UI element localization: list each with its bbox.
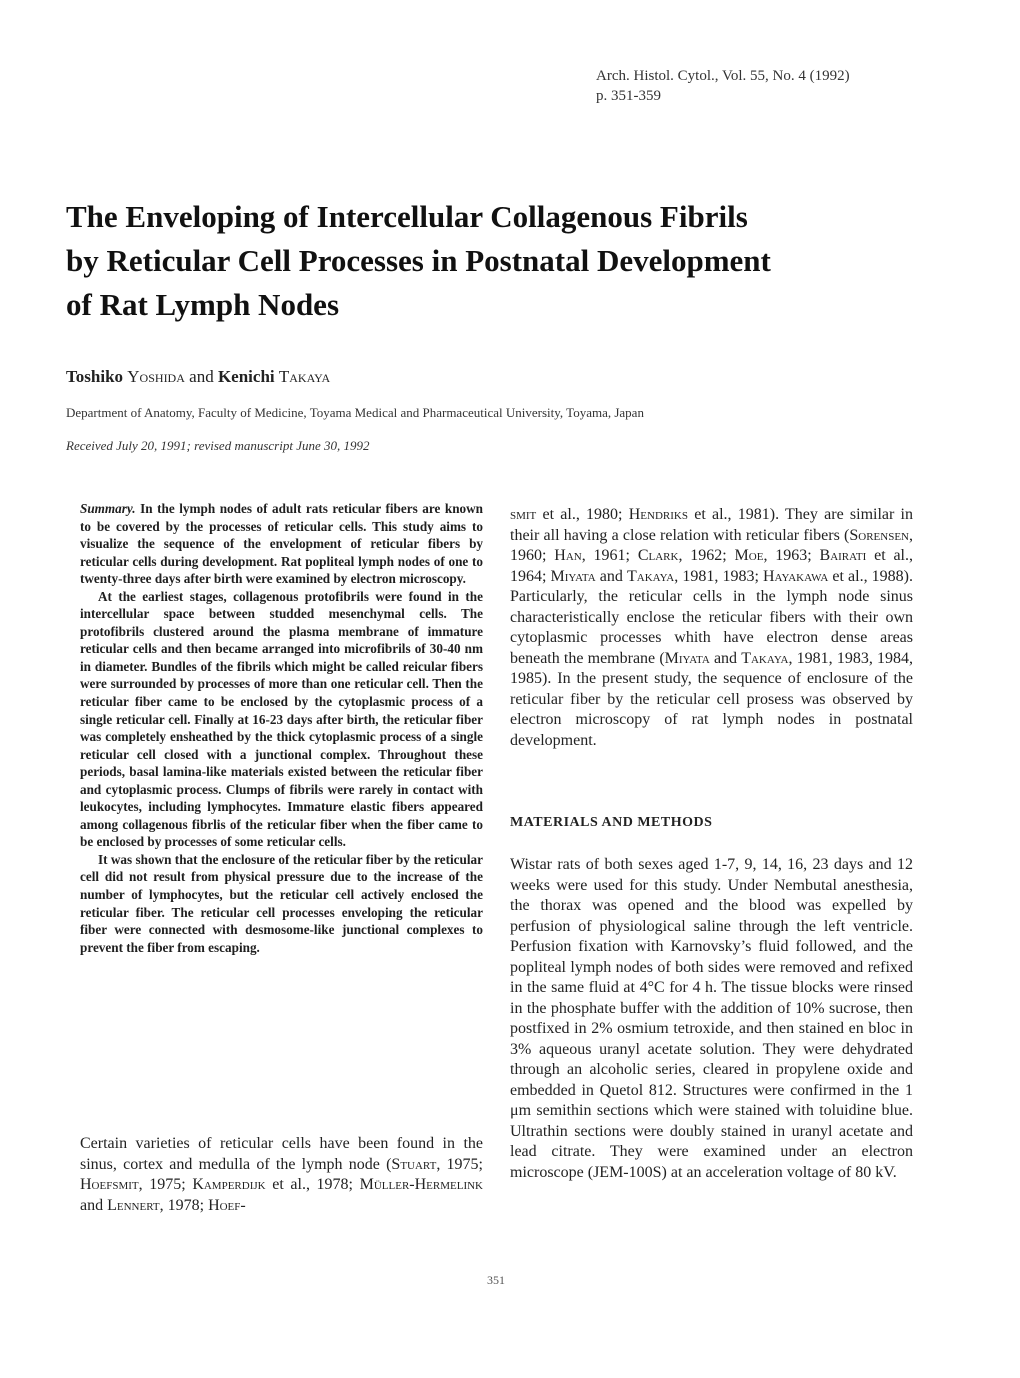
intro-text: , 1962;: [678, 547, 735, 564]
citation-author: Han: [554, 547, 582, 564]
page-number: 351: [487, 1273, 505, 1287]
intro-text: et al., 1988). Particularly, the reticular cells in the lymph node sinus characteristically enclose the reticular fibers with their own cytoplasmic processes whith have electron dense areas beneath the membrane (: [510, 567, 914, 667]
author-2-last-name: Takaya: [278, 367, 331, 386]
author-conjunction: and: [189, 367, 214, 386]
citation-author: Müller-Hermelink: [359, 1176, 483, 1193]
intro-text: , 1975;: [436, 1155, 483, 1173]
citation-author: Bairati: [819, 547, 867, 564]
citation-author: Clark: [637, 547, 679, 564]
received-dates: Received July 20, 1991; revised manuscript June 30, 1992: [66, 438, 370, 453]
summary-abstract: [80, 500, 483, 956]
citation-author: Lennert: [107, 1196, 160, 1214]
title-line-2: by Reticular Cell Processes in Postnatal Development: [66, 243, 771, 278]
intro-text: , 1961;: [581, 547, 638, 564]
author-list: [66, 366, 956, 388]
summary-lead: Summary.: [80, 501, 136, 516]
intro-text: , 1975;: [138, 1176, 193, 1193]
intro-text: , 1960;: [510, 526, 913, 564]
author-1-last-name: Yoshida: [127, 367, 185, 386]
intro-text: et al., 1964;: [510, 547, 914, 585]
intro-text: et al., 1981). They are similar in their all having a close relation with reticular fibers (: [510, 506, 914, 544]
citation-author: Hoef-: [208, 1196, 246, 1214]
materials-methods-body: [510, 855, 913, 1183]
citation-author: Hendriks: [628, 506, 688, 523]
citation-author: Takaya: [626, 567, 675, 585]
summary-paragraph-1: [80, 500, 483, 588]
summary-paragraph-2: At the earliest stages, collagenous protofibrils were found in the intercellular space between studded mesenchymal cells. The protofibrils clustered around the plasma membrane of immature reticular cells and then became arranged into microfibrils of 30-40 nm in diameter. Bundles of the fibrils which might be called reicular fibers were surrounded by processes of more than one reticular cell. Then the reticular fiber came to be enclosed by the cytoplasmic process of a single reticular cell. Finally at 16-23 days after birth, the reticular fiber was completely ensheathed by the thick cytoplasmic process of a single reticular cell closed with a junctional complex. Throughout these periods, basal lamina-like materials existed between the reticular fiber and cytoplasmic process. Clumps of fibrils were rarely in contact with leukocytes, including lymphocytes. Immature elastic fibers appeared among collagenous fibrlis of the reticular fiber when the fiber came to be enclosed by processes of some reticular cells.: [80, 588, 483, 850]
introduction-right-column: [510, 505, 913, 751]
intro-text: and: [595, 567, 627, 585]
intro-text: , 1978;: [159, 1196, 209, 1214]
title-line-3: of Rat Lymph Nodes: [66, 287, 340, 322]
summary-paragraph-1-text: In the lymph nodes of adult rats reticular fibers are known to be covered by the processes of reticular cells. This study aims to visualize the sequence of the envelopment of reticular fibers by reticular cells during development. Rat popliteal lymph nodes of one to twenty-three days after birth were examined by electron microscopy.: [80, 501, 483, 587]
intro-text: et al., 1978;: [265, 1176, 360, 1193]
intro-text: Certain varieties of reticular cells have been found in the sinus, cortex and medulla of the lymph node (: [80, 1135, 483, 1173]
intro-text: and: [709, 649, 742, 667]
journal-volume-line: Arch. Histol. Cytol., Vol. 55, No. 4 (1992): [596, 68, 850, 84]
introduction-paragraph-start: [80, 1134, 483, 1216]
journal-citation: [596, 66, 956, 106]
citation-author: Sorensen: [849, 526, 909, 544]
introduction-paragraph-continued: [510, 505, 913, 751]
introduction-left-column: [80, 1134, 483, 1216]
author-2-first-name: Kenichi: [217, 367, 275, 386]
citation-author: Stuart: [391, 1155, 437, 1173]
citation-author: Hayakawa: [763, 567, 829, 585]
affiliation: Department of Anatomy, Faculty of Medicine, Toyama Medical and Pharmaceutical University, Toyama, Japan: [66, 405, 644, 420]
intro-text: , 1981, 1983;: [674, 567, 763, 585]
citation-author: Miyata: [550, 567, 596, 585]
citation-author: Hoefsmit: [80, 1176, 139, 1193]
author-1-first-name: Toshiko: [66, 367, 124, 386]
citation-author: Kamperdijk: [192, 1176, 266, 1193]
citation-author: Miyata: [664, 649, 710, 667]
summary-paragraph-3: It was shown that the enclosure of the reticular fiber by the reticular cell did not result from physical pressure due to the increase of the number of lymphocytes, but the reticular cell actively enclosed the reticular fiber. The reticular cell processes enveloping the reticular fiber were connected with desmosome-like junctional complexes to prevent the fiber from escaping.: [80, 851, 483, 955]
intro-text: and: [80, 1196, 108, 1214]
citation-author: smit: [510, 506, 537, 523]
citation-author: Moe: [734, 547, 764, 564]
article-title: [66, 195, 956, 327]
intro-text: , 1963;: [763, 547, 820, 564]
title-line-1: The Enveloping of Intercellular Collagenous Fibrils: [66, 199, 748, 234]
intro-text: , 1981, 1983, 1984, 1985). In the present study, the sequence of enclosure of the reticular fiber by the reticular cell prosess was observed by electron microscopy of rat lymph nodes in postnatal development.: [510, 649, 913, 749]
citation-author: Takaya: [741, 649, 789, 667]
intro-text: et al., 1980;: [536, 506, 629, 523]
methods-paragraph: Wistar rats of both sexes aged 1-7, 9, 14, 16, 23 days and 12 weeks were used for this study. Under Nembutal anesthesia, the thorax was opened and the blood was expelled by perfusion of physiological saline through the left ventricle. Perfusion fixation with Karnovsky’s fluid followed, and the popliteal lymph nodes of both sides were removed and refixed in the same fluid at 4°C for 4 h. The tissue blocks were rinsed in the phosphate buffer with the addition of 10% sucrose, then postfixed in 2% osmium tetroxide, and then stained en bloc in 3% aqueous uranyl acetate solution. They were dehydrated through an alcoholic series, cleared in propylene oxide and embedded in Quetol 812. Structures were confirmed in the 1 μm semithin sections which were stained with toluidine blue. Ultrathin sections were doubly stained in uranyl acetate and lead citrate. They were examined under an electron microscope (JEM-100S) at an acceleration voltage of 80 kV.: [510, 856, 913, 1181]
materials-methods-heading: MATERIALS AND METHODS: [510, 815, 713, 830]
journal-pages-line: p. 351-359: [596, 88, 661, 104]
